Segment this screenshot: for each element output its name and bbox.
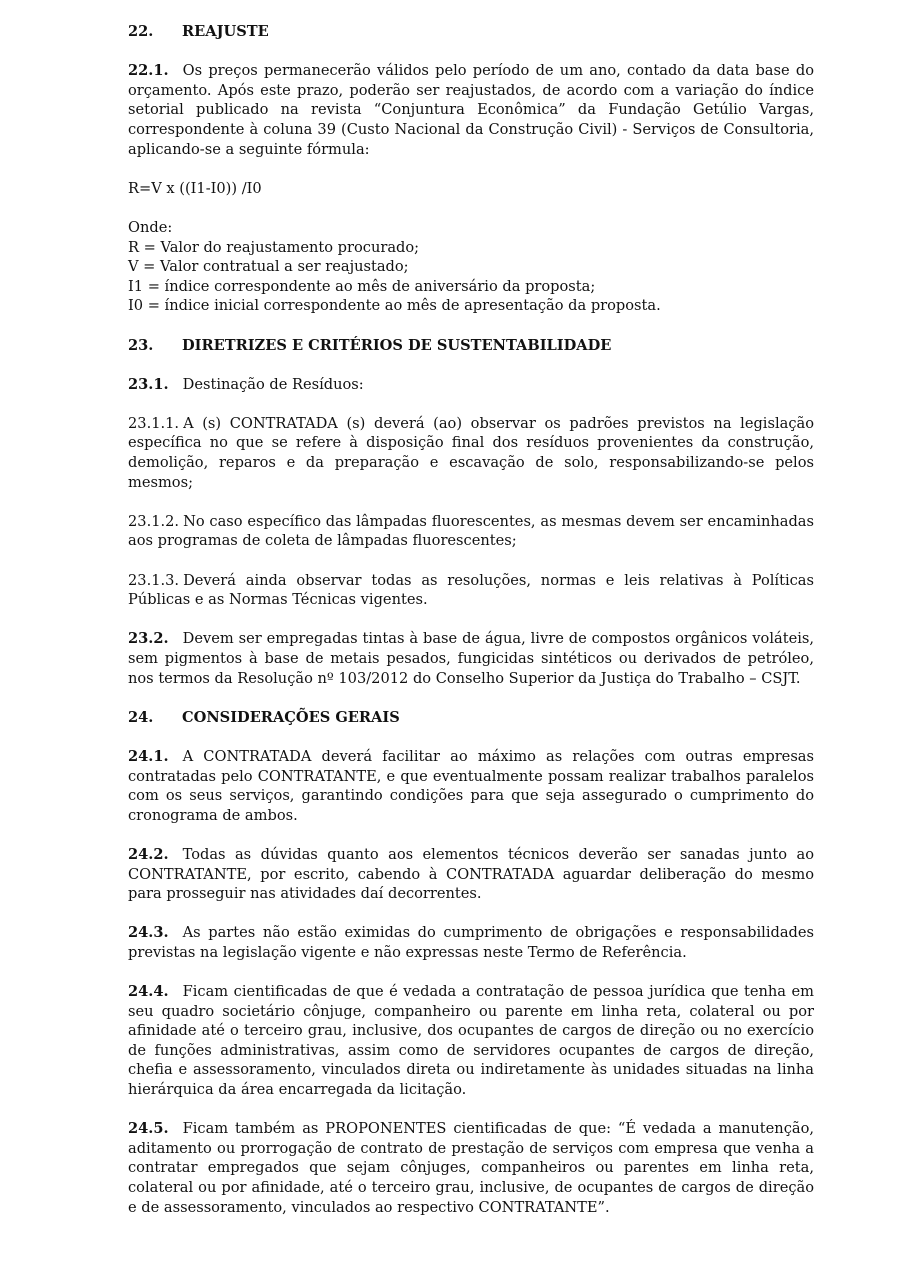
- section-22-heading: [128, 22, 814, 42]
- clause-23-2: [128, 629, 814, 688]
- clause-24-4: [128, 982, 814, 1100]
- clause-number: 24.3.: [128, 924, 169, 942]
- section-number: 23.: [128, 336, 154, 354]
- clause-text: Ficam cientificadas de que é vedada a contratação de pessoa jurídica que tenha em seu quadro societário cônjuge, companheiro ou parente em linha reta, colateral ou por afinidade até o terceiro grau, inclusive, dos ocupantes de cargos de direção ou no exercício de funções administrativas, assim como de servidores ocupantes de cargos de direção, chefia e assessoramento, vinculados direta ou indiretamente às unidades situadas na linha hierárquica da área encarregada da licitação.: [128, 983, 814, 1099]
- clause-text: A (s) CONTRATADA (s) deverá (ao) observar os padrões previstos na legislação específica no que se refere à disposição final dos resíduos provenientes da construção, demolição, reparos e da preparação e escavação de solo, responsabilizando-se pelos mesmos;: [128, 414, 814, 491]
- clause-number: 24.5.: [128, 1120, 169, 1138]
- definition-line: I0 = índice inicial correspondente ao mês de apresentação da proposta.: [128, 297, 661, 315]
- section-title: REAJUSTE: [182, 23, 269, 40]
- clause-text: Ficam também as PROPONENTES cientificadas de que: “É vedada a manutenção, aditamento ou prorrogação de contrato de prestação de serviços com empresa que venha a contratar empregados que sejam cônjuges, companheiros ou parentes em linha reta, colateral ou por afinidade, até o terceiro grau, inclusive, de ocupantes de cargos de direção e de assessoramento, vinculados ao respectivo CONTRATANTE”.: [128, 1120, 814, 1216]
- document-page: [128, 22, 814, 1217]
- clause-text: Devem ser empregadas tintas à base de água, livre de compostos orgânicos voláteis, sem pigmentos à base de metais pesados, fungicidas sintéticos ou derivados de petróleo, nos termos da Resolução nº 103/2012 do Conselho Superior da Justiça do Trabalho – CSJT.: [128, 630, 814, 687]
- clause-text: No caso específico das lâmpadas fluorescentes, as mesmas devem ser encaminhadas aos programas de coleta de lâmpadas fluorescentes;: [128, 512, 814, 550]
- clause-number: 22.1.: [128, 62, 169, 80]
- clause-text: Todas as dúvidas quanto aos elementos técnicos deverão ser sanadas junto ao CONTRATANTE, por escrito, cabendo à CONTRATADA aguardar deliberação do mesmo para prosseguir nas atividades daí decorrentes.: [128, 845, 814, 903]
- clause-24-5: [128, 1119, 814, 1217]
- clause-text: A CONTRATADA deverá facilitar ao máximo as relações com outras empresas contratadas pelo CONTRATANTE, e que eventualmente possam realizar trabalhos paralelos com os seus serviços, garantindo condições para que seja assegurado o cumprimento do cronograma de ambos.: [128, 747, 814, 824]
- clause-23-1-3: [128, 571, 814, 610]
- clause-text: Os preços permanecerão válidos pelo período de um ano, contado da data base do orçamento. Após este prazo, poderão ser reajustados, de acordo com a variação do índice setorial publicado na revista “Conjuntura Econômica” da Fundação Getúlio Vargas, correspondente à coluna 39 (Custo Nacional da Construção Civil) - Serviços de Consultoria, aplicando-se a seguinte fórmula:: [128, 62, 814, 158]
- section-title: CONSIDERAÇÕES GERAIS: [182, 708, 400, 726]
- clause-text: Deverá ainda observar todas as resoluções, normas e leis relativas à Políticas Públicas e as Normas Técnicas vigentes.: [128, 571, 814, 609]
- subclause-number: 23.1.3.: [128, 571, 180, 589]
- onde-label: Onde:: [128, 218, 173, 236]
- clause-number: 24.2.: [128, 845, 169, 863]
- definition-line: R = Valor do reajustamento procurado;: [128, 238, 420, 256]
- clause-23-1-2: [128, 512, 814, 551]
- clause-24-2: [128, 845, 814, 904]
- clause-24-3: [128, 923, 814, 962]
- clause-text: Destinação de Resíduos:: [182, 375, 364, 393]
- formula: R=V x ((I1-I0)) /I0: [128, 179, 262, 197]
- formula-definitions: [128, 218, 814, 316]
- section-23-heading: [128, 336, 814, 356]
- clause-23-1: [128, 375, 814, 395]
- clause-number: 24.1.: [128, 747, 169, 765]
- section-title: DIRETRIZES E CRITÉRIOS DE SUSTENTABILIDADE: [182, 336, 612, 354]
- section-24-heading: [128, 708, 814, 728]
- subclause-number: 23.1.1.: [128, 414, 180, 432]
- clause-number: 23.2.: [128, 630, 169, 648]
- clause-text: As partes não estão eximidas do cumprimento de obrigações e responsabilidades previstas na legislação vigente e não expressas neste Termo de Referência.: [128, 924, 814, 961]
- definition-line: I1 = índice correspondente ao mês de aniversário da proposta;: [128, 277, 596, 295]
- section-number: 24.: [128, 708, 154, 726]
- clause-number: 23.1.: [128, 375, 169, 393]
- subclause-number: 23.1.2.: [128, 512, 180, 530]
- clause-24-1: [128, 747, 814, 825]
- section-number: 22.: [128, 23, 154, 40]
- clause-22-1: [128, 61, 814, 159]
- definition-line: V = Valor contratual a ser reajustado;: [128, 258, 409, 276]
- clause-23-1-1: [128, 414, 814, 492]
- clause-number: 24.4.: [128, 983, 169, 1001]
